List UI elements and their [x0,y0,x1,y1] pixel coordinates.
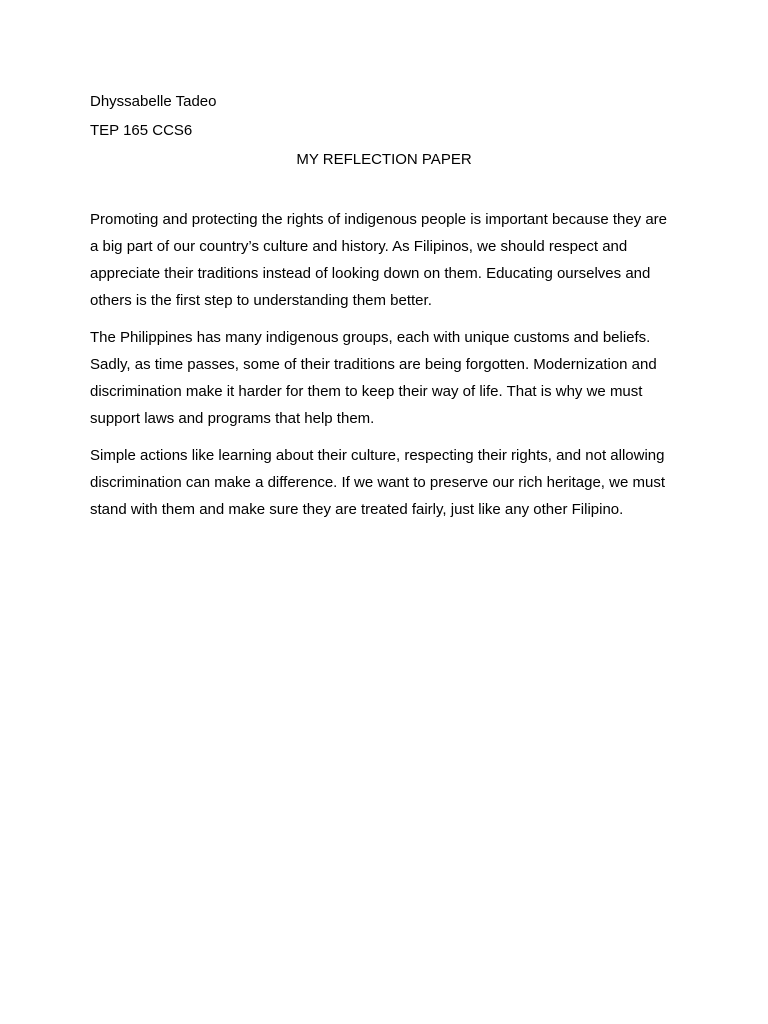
document-title: MY REFLECTION PAPER [296,151,472,168]
text-line: Simple actions like learning about their culture, respecting their rights, and not allowing [90,447,665,464]
course-code: TEP 165 CCS6 [90,122,193,139]
text-line: others is the first step to understanding them better. [90,292,432,309]
text-line: Promoting and protecting the rights of indigenous people is important because they are [90,211,668,228]
paragraph-3 [90,442,690,523]
text-line: discrimination make it harder for them to keep their way of life. That is why we must [90,383,643,400]
text-line: Sadly, as time passes, some of their traditions are being forgotten. Modernization and [90,356,657,373]
text-line: appreciate their traditions instead of looking down on them. Educating ourselves and [90,265,651,282]
text-line: The Philippines has many indigenous groups, each with unique customs and beliefs. [90,329,651,346]
text-line: a big part of our country’s culture and history. As Filipinos, we should respect and [90,238,628,255]
text-line: discrimination can make a difference. If we want to preserve our rich heritage, we must [90,474,665,491]
paragraph-2 [90,324,690,432]
author-name: Dhyssabelle Tadeo [90,93,217,110]
paragraph-1 [90,206,690,314]
document-body [90,206,690,533]
text-line: stand with them and make sure they are treated fairly, just like any other Filipino. [90,501,624,518]
text-line: support laws and programs that help them. [90,410,375,427]
